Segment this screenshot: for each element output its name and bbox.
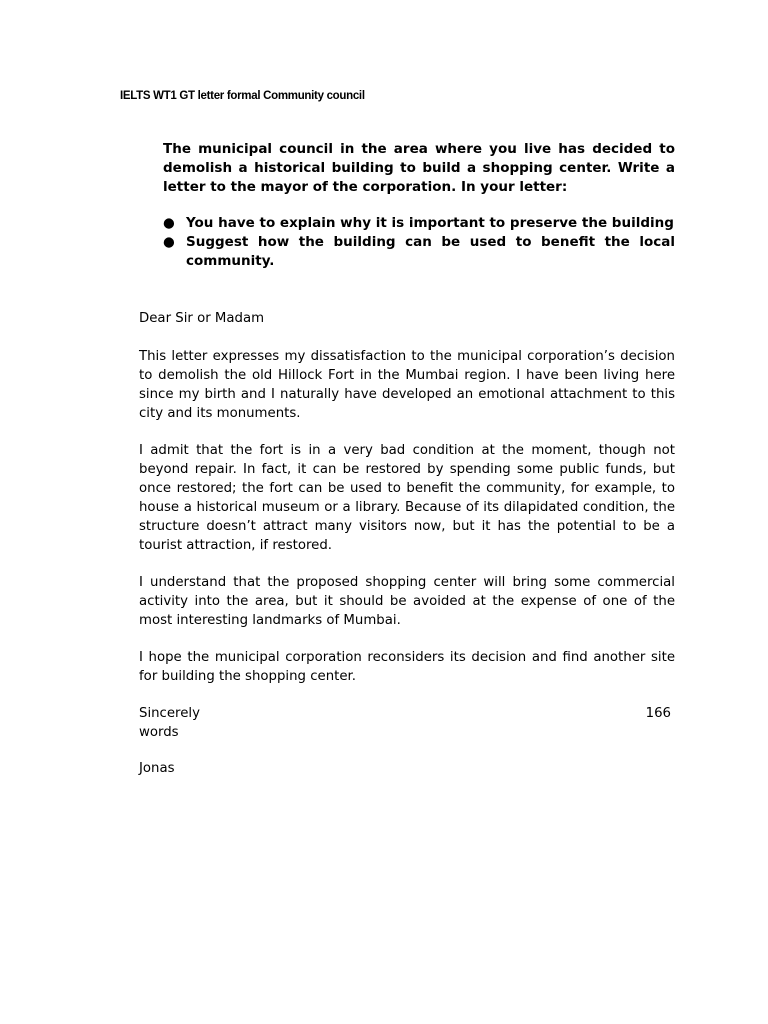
document-heading: IELTS WT1 GT letter formal Community council [120, 90, 365, 102]
letter-paragraph: This letter expresses my dissatisfaction to the municipal corporation’s decision to demolish the old Hillock Fort in the Mumbai region. I have been living here since my birth and I naturally have developed an emotional attachment to this city and its monuments. [139, 349, 675, 421]
letter-salutation: Dear Sir or Madam [139, 311, 265, 326]
closing-line [139, 704, 675, 723]
word-count: 166 [645, 706, 671, 721]
task-bullet-text: You have to explain why it is important to preserve the building [186, 215, 674, 231]
task-prompt [163, 140, 675, 271]
letter-paragraph: I admit that the fort is in a very bad condition at the moment, though not beyond repair. In fact, it can be restored by spending some public funds, but once restored; the fort can be used to benefit the community, for example, to house a historical museum or a library. Because of its dilapidated condition, the structure doesn’t attract many visitors now, but it has the potential to be a tourist attraction, if restored. [139, 443, 675, 553]
letter-closing: Sincerely [139, 706, 200, 721]
letter-paragraph: I understand that the proposed shopping center will bring some commercial activity into the area, but it should be avoided at the expense of one of the most interesting landmarks of Mumbai. [139, 575, 675, 628]
task-intro: The municipal council in the area where you live has decided to demolish a historical building to build a shopping center. Write a letter to the mayor of the corporation. In your letter: [163, 141, 675, 195]
bullet-icon: ● [163, 215, 175, 231]
task-bullet-item [163, 214, 675, 233]
task-bullet-item [163, 233, 675, 271]
bullet-icon: ● [163, 234, 175, 250]
task-bullet-text: Suggest how the building can be used to benefit the local community. [186, 234, 675, 269]
word-count-unit: words [139, 725, 179, 740]
letter-signature: Jonas [139, 761, 175, 776]
task-bullet-list [163, 214, 675, 271]
letter-closing-block [139, 704, 675, 778]
letter-body [139, 309, 675, 778]
letter-paragraph: I hope the municipal corporation reconsiders its decision and find another site for building the shopping center. [139, 650, 675, 684]
